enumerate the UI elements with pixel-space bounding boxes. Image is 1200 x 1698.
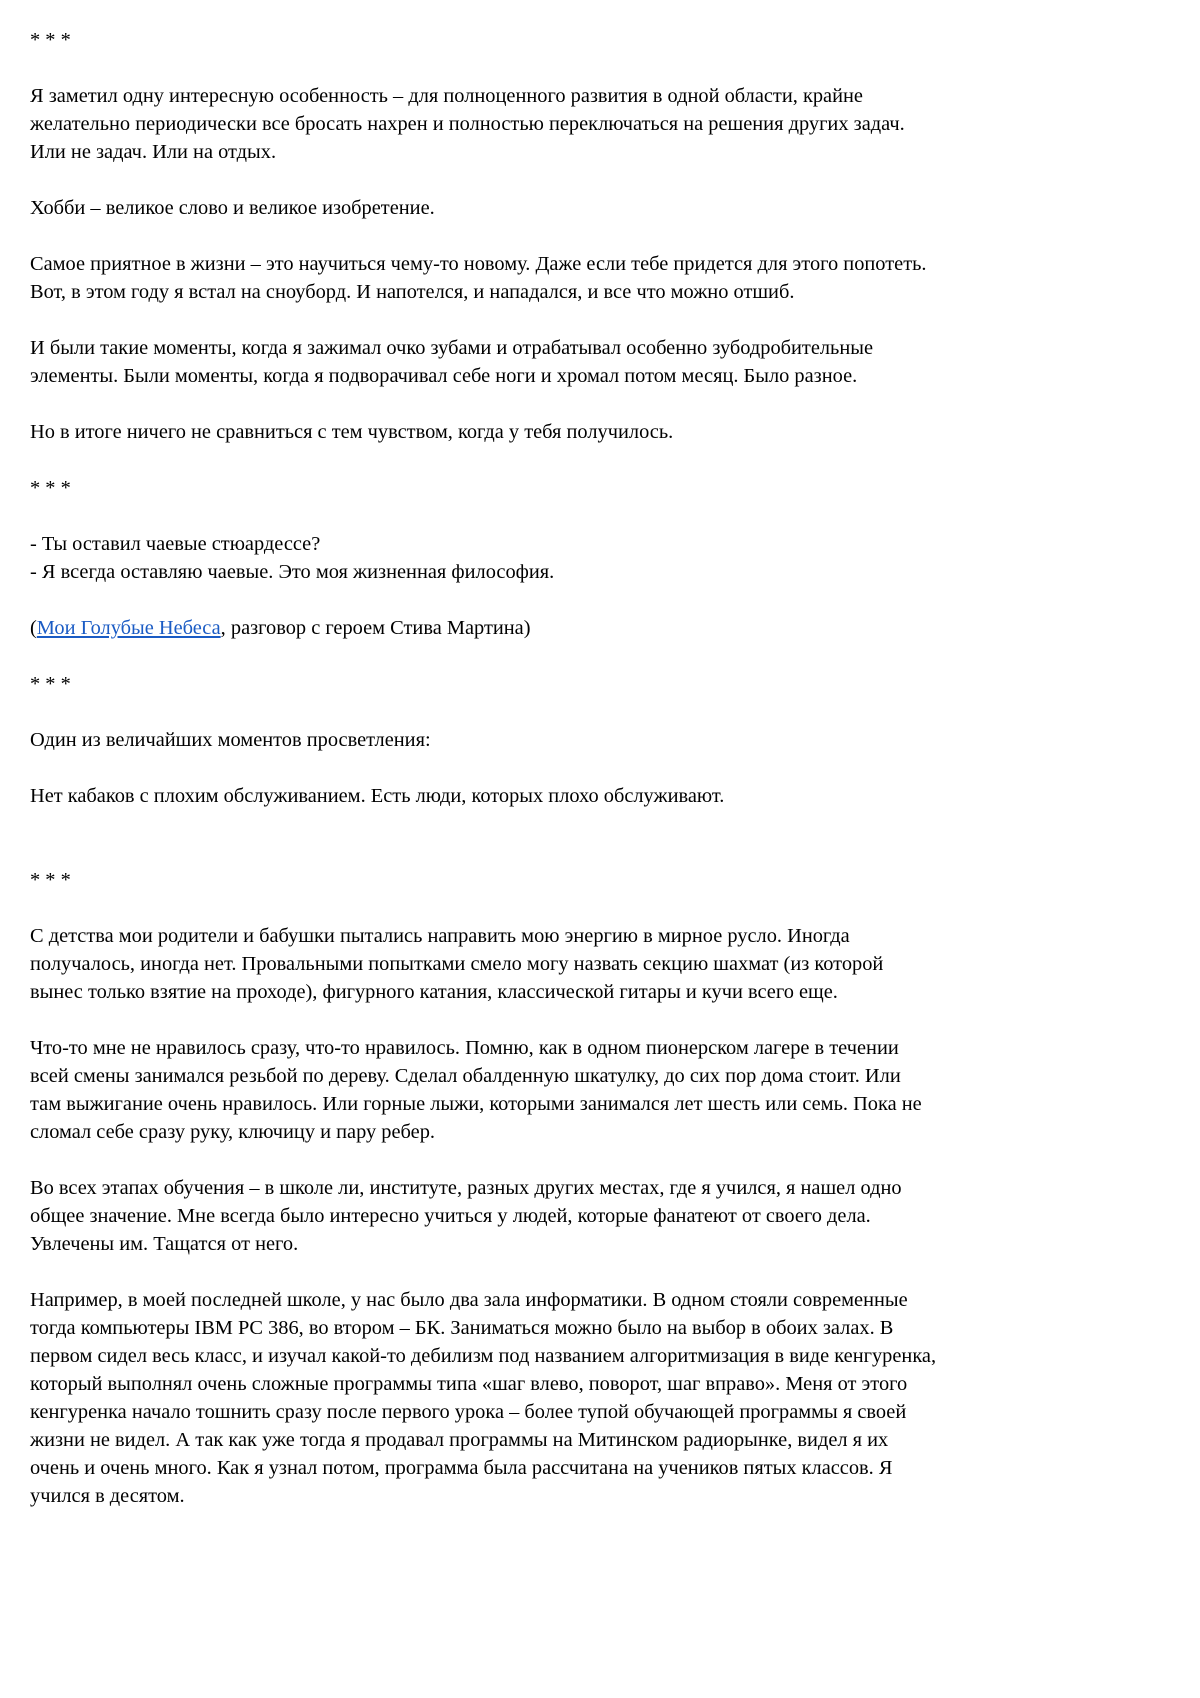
paragraph [30, 250, 1155, 306]
text-line: И были такие моменты, когда я зажимал очко зубами и отрабатывал особенно зубодробительные [30, 337, 874, 359]
text-line: общее значение. Мне всегда было интересно учиться у людей, которые фанатеют от своего дела. [30, 1205, 871, 1227]
text-line: первом сидел весь класс, и изучал какой-то дебилизм под названием алгоритмизация в виде кенгуренка, [30, 1345, 937, 1367]
text-line: - Ты оставил чаевые стюардессе? [30, 533, 321, 555]
text-line: жизни не видел. А так как уже тогда я продавал программы на Митинском радиорынке, видел я их [30, 1429, 889, 1451]
text-line: Нет кабаков с плохим обслуживанием. Есть люди, которых плохо обслуживают. [30, 785, 725, 807]
text-line: Я заметил одну интересную особенность – для полноценного развития в одной области, крайне [30, 85, 863, 107]
text-line: очень и очень много. Как я узнал потом, программа была рассчитана на учеников пятых классов. Я [30, 1457, 893, 1479]
section-separator: * * * [30, 477, 71, 499]
blank-line [30, 838, 1155, 866]
paragraph [30, 1286, 1155, 1510]
text-line: всей смены занимался резьбой по дереву. Сделал обалденную шкатулку, до сих пор дома стоит. Или [30, 1065, 901, 1087]
dialogue-quote [30, 530, 1155, 586]
citation [30, 614, 1155, 642]
citation-open-paren: ( [30, 617, 37, 639]
text-line: Самое приятное в жизни – это научиться чему-то новому. Даже если тебе придется для этого попотеть. [30, 253, 927, 275]
paragraph [30, 82, 1155, 166]
text-line: сломал себе сразу руку, ключицу и пару ребер. [30, 1121, 436, 1143]
text-line: желательно периодически все бросать нахрен и полностью переключаться на решения других задач. [30, 113, 905, 135]
paragraph [30, 922, 1155, 1006]
text-line: Что-то мне не нравилось сразу, что-то нравилось. Помню, как в одном пионерском лагере в течении [30, 1037, 899, 1059]
citation-rest: , разговор с героем Стива Мартина) [220, 617, 531, 639]
section-separator: * * * [30, 673, 71, 695]
section-separator: * * * [30, 869, 71, 891]
paragraph [30, 1034, 1155, 1146]
text-line: Вот, в этом году я встал на сноуборд. И напотелся, и нападался, и все что можно отшиб. [30, 281, 795, 303]
paragraph [30, 782, 1155, 810]
text-line: Один из величайших моментов просветления: [30, 729, 431, 751]
text-line: который выполнял очень сложные программы типа «шаг влево, поворот, шаг вправо». Меня от этого [30, 1373, 908, 1395]
text-line: С детства мои родители и бабушки пытались направить мою энергию в мирное русло. Иногда [30, 925, 850, 947]
text-line: Например, в моей последней школе, у нас было два зала информатики. В одном стояли современные [30, 1289, 908, 1311]
paragraph [30, 418, 1155, 446]
text-line: учился в десятом. [30, 1485, 185, 1507]
paragraph [30, 726, 1155, 754]
text-line: Хобби – великое слово и великое изобретение. [30, 197, 435, 219]
text-line: - Я всегда оставляю чаевые. Это моя жизненная философия. [30, 561, 555, 583]
document-page [30, 26, 1155, 1538]
text-line: там выжигание очень нравилось. Или горные лыжи, которыми занимался лет шесть или семь. Пока не [30, 1093, 922, 1115]
text-line: получалось, иногда нет. Провальными попытками смело могу назвать секцию шахмат (из которой [30, 953, 884, 975]
text-line: Но в итоге ничего не сравниться с тем чувством, когда у тебя получилось. [30, 421, 674, 443]
paragraph [30, 334, 1155, 390]
text-line: Или не задач. Или на отдых. [30, 141, 277, 163]
text-line: вынес только взятие на проходе), фигурного катания, классической гитары и кучи всего еще. [30, 981, 838, 1003]
paragraph [30, 1174, 1155, 1258]
text-line: Во всех этапах обучения – в школе ли, институте, разных других местах, где я учился, я нашел одно [30, 1177, 902, 1199]
text-line: Увлечены им. Тащатся от него. [30, 1233, 299, 1255]
text-line: кенгуренка начало тошнить сразу после первого урока – более тупой обучающей программы я своей [30, 1401, 907, 1423]
text-line: элементы. Были моменты, когда я подворачивал себе ноги и хромал потом месяц. Было разное. [30, 365, 858, 387]
text-line: тогда компьютеры IBM PC 386, во втором – БК. Заниматься можно было на выбор в обоих залах. В [30, 1317, 894, 1339]
section-separator: * * * [30, 29, 71, 51]
paragraph [30, 194, 1155, 222]
movie-link[interactable]: Мои Голубые Небеса [36, 617, 221, 639]
